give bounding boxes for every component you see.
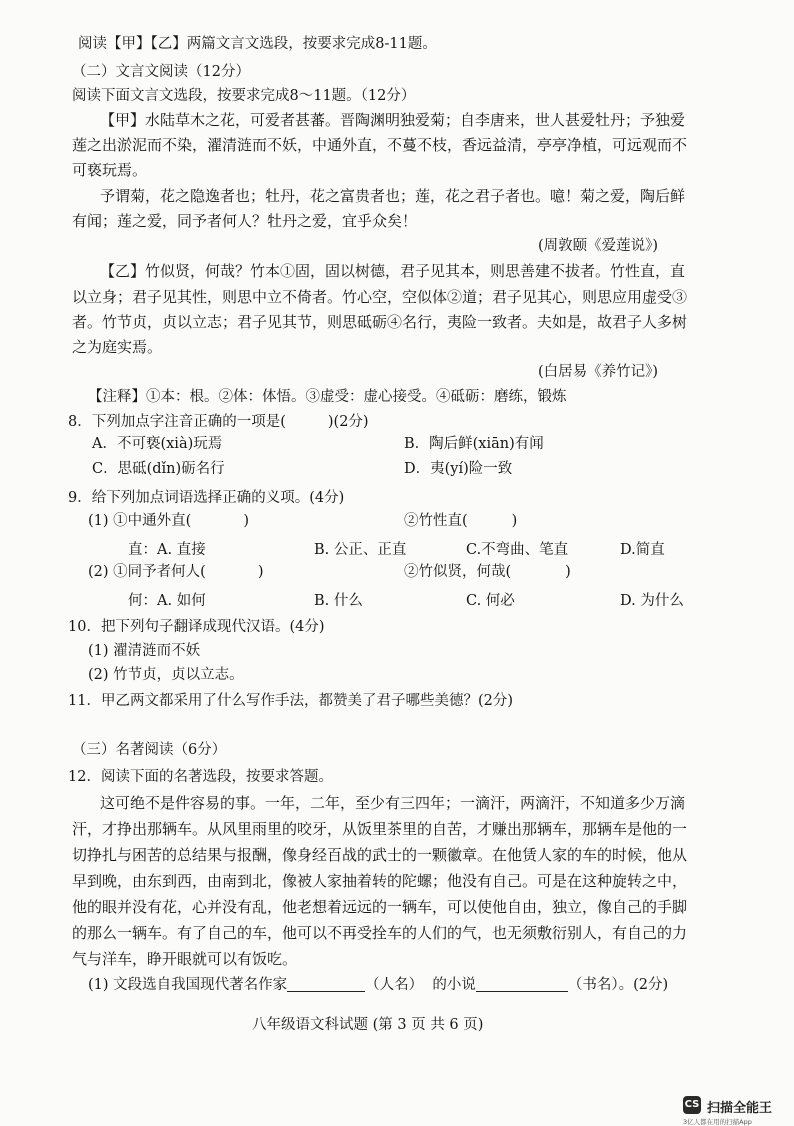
question-8-score: )(2分) [327, 414, 369, 430]
question-9-part-2-option: 何：A. 如何 [128, 593, 206, 609]
question-12-part-1 [88, 975, 668, 995]
question-9-part-1a [88, 511, 249, 531]
passage-jia-line: 可亵玩焉。 [72, 161, 148, 179]
passage-jia-line: 有闻；莲之爱，同予者何人？牡丹之爱，宜乎众矣！ [72, 212, 418, 230]
question-9-part-1-option: D.简直 [620, 542, 665, 558]
question-12-1-text-b: （人名） [365, 977, 424, 993]
paren-close: ) [511, 513, 518, 529]
author-name-blank[interactable] [287, 975, 365, 992]
reading-intro: 阅读【甲】【乙】两篇文言文选段，按要求完成8-11题。 [78, 36, 437, 52]
question-10-item-1: (1) 濯清涟而不妖 [88, 643, 201, 659]
passage-yi-source: (白居易《养竹记》) [538, 364, 659, 380]
question-10-item-2: (2) 竹节贞，贞以立志。 [88, 667, 244, 683]
question-9-part-1-option: C.不弯曲、笔直 [466, 542, 569, 558]
question-9-part-2-option: C. 何必 [466, 593, 515, 609]
paren-close: ) [565, 564, 571, 580]
paren-close: ) [257, 564, 264, 580]
question-9-part-2a-text: (2) ①同予者何人( [88, 564, 206, 580]
question-12-stem: 12．阅读下面的名著选段，按要求答题。 [68, 769, 333, 785]
section-2-title: （二）文言文阅读（12分） [72, 64, 250, 80]
question-9-part-2a [88, 562, 263, 582]
question-8-option-a: A．不可亵(xià)玩焉 [92, 436, 223, 452]
book-title-blank[interactable] [476, 975, 568, 992]
question-12-1-text-c: 的小说 [432, 977, 476, 993]
novel-passage-line: 这可绝不是件容易的事。一年，二年，至少有三四年；一滴汗，两滴汗，不知道多少万滴 [100, 794, 686, 812]
novel-passage-line: 气与洋车，睁开眼就可以有饭吃。 [72, 950, 298, 968]
question-8-option-d: D．夷(yí)险一致 [404, 461, 513, 477]
passage-yi-line: 之为庭实焉。 [72, 338, 163, 356]
question-9-part-1-option: 直：A. 直接 [128, 542, 206, 558]
annotation-notes: 【注释】①本：根。②体：体悟。③虚受：虚心接受。④砥砺：磨练，锻炼 [88, 389, 567, 405]
question-8-stem-text: 8．下列加点字注音正确的一项是( [68, 414, 286, 430]
question-9-part-2-option: B. 什么 [314, 593, 363, 609]
camscanner-logo-icon: CS [683, 1096, 701, 1114]
question-9-part-1b-text: ②竹性直( [404, 513, 468, 529]
paren-close: ) [243, 513, 249, 529]
question-9-part-2b [404, 562, 571, 582]
scanner-tagline: 3亿人都在用的扫描App [683, 1118, 752, 1126]
passage-yi-line: 以立身；君子见其性，则思中立不倚者。竹心空，空似体②道；君子见其心，则思应用虚受③ [72, 288, 688, 306]
novel-passage-line: 他的眼并没有花，心并没有乱，他老想着远远的一辆车，可以使他自由，独立，像自己的手脚 [72, 898, 688, 916]
passage-jia-line: 予谓菊，花之隐逸者也；牡丹，花之富贵者也；莲，花之君子者也。噫！菊之爱，陶后鲜 [100, 187, 686, 205]
page-footer: 八年级语文科试题 (第 3 页 共 6 页) [252, 1017, 484, 1033]
section-2-instruction: 阅读下面文言文选段，按要求完成8～11题。（12分） [72, 88, 416, 104]
passage-jia-line: 莲之出淤泥而不染，濯清涟而不妖，中通外直，不蔓不枝，香远益清，亭亭净植，可远观而不 [72, 136, 688, 154]
question-9-part-1b [404, 511, 517, 531]
question-12-1-text-a: (1) 文段选自我国现代著名作家 [88, 977, 288, 993]
novel-passage-line: 切挣扎与困苦的总结果与报酬，像身经百战的武士的一颗徽章。在他赁人家的车的时候，他从 [72, 846, 688, 864]
question-8-stem [68, 412, 369, 432]
question-10-stem: 10．把下列句子翻译成现代汉语。(4分) [68, 619, 325, 635]
section-3-title: （三）名著阅读（6分） [72, 742, 227, 758]
question-8-option-b: B．陶后鲜(xiān)有闻 [404, 436, 544, 452]
question-9-part-2b-text: ②竹似贤，何哉( [404, 564, 512, 580]
passage-jia-source: (周敦颐《爱莲说》) [538, 238, 659, 254]
novel-passage-line: 的那么一辆车。有了自己的车，他可以不再受拴车的人们的气，也无须敷衍别人，有自己的力 [72, 924, 688, 942]
scanner-app-name: 扫描全能王 [707, 1101, 773, 1116]
novel-passage-line: 早到晚，由东到西，由南到北，像被人家抽着转的陀螺；他没有自己。可是在这种旋转之中， [72, 872, 688, 890]
passage-yi-line: 者。竹节贞，贞以立志；君子见其节，则思砥砺④名行，夷险一致者。夫如是，故君子人多树 [72, 313, 688, 331]
passage-jia-line: 【甲】水陆草木之花，可爱者甚蕃。晋陶渊明独爱菊；自李唐来，世人甚爱牡丹；予独爱 [100, 111, 686, 129]
passage-yi-line: 【乙】竹似贤，何哉？竹本①固，固以树德，君子见其本，则思善建不拔者。竹性直，直 [100, 262, 686, 280]
question-9-part-1a-text: (1) ①中通外直( [88, 513, 192, 529]
question-11-stem: 11．甲乙两文都采用了什么写作手法，都赞美了君子哪些美德？(2分) [68, 693, 513, 709]
question-9-part-2-option: D. 为什么 [620, 593, 684, 609]
question-12-1-text-d: （书名）。(2分) [567, 977, 669, 993]
question-8-option-c: C．思砥(dǐn)砺名行 [92, 461, 225, 477]
novel-passage-line: 汗，才挣出那辆车。从风里雨里的咬牙，从饭里茶里的自苦，才赚出那辆车，那辆车是他的一 [72, 820, 688, 838]
question-9-stem: 9．给下列加点词语选择正确的义项。(4分) [68, 490, 345, 506]
question-9-part-1-option: B. 公正、正直 [314, 542, 407, 558]
